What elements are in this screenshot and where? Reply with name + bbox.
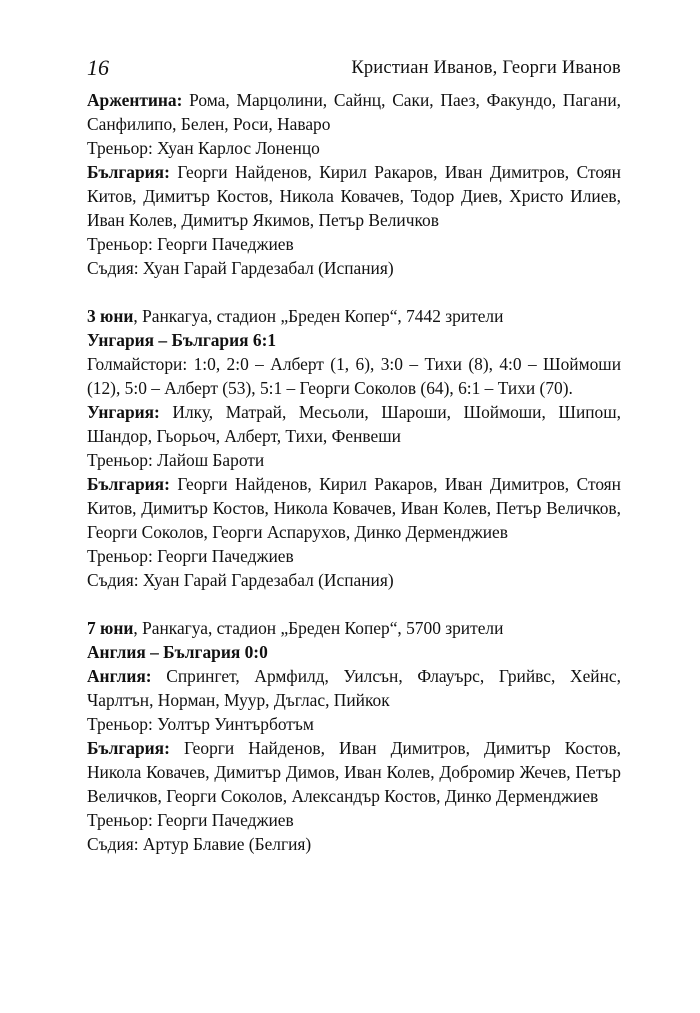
match-venue: , Ранкагуа, стадион „Бреден Копер“, 5700 зрители: [133, 618, 504, 638]
match-date: 3 юни: [87, 306, 134, 326]
coach-line: Треньор: Георги Пачеджиев: [87, 546, 294, 566]
team-label: Аржентина:: [87, 90, 183, 110]
book-page: [87, 48, 621, 856]
section-gap: [87, 592, 621, 616]
match-result: Унгария – България 6:1: [87, 330, 277, 350]
match-1-lineups: [87, 88, 621, 280]
section-gap: [87, 280, 621, 304]
team-lineup-bulgaria: [87, 160, 621, 232]
running-head-authors: Кристиан Иванов, Георги Иванов: [351, 58, 621, 78]
team-players: Георги Найденов, Иван Димитров, Димитър Костов, Никола Ковачев, Димитър Димов, Иван Колев, Добромир Жечев, Петър Величков, Георги Соколов, Александър Костов, Динко Дерменджиев: [87, 738, 621, 806]
referee-line: Съдия: Хуан Гарай Гардезабал (Испания): [87, 570, 394, 590]
coach-line: Треньор: Лайош Бароти: [87, 450, 265, 470]
team-label: България:: [87, 162, 170, 182]
team-players: Спрингет, Армфилд, Уилсън, Флауърс, Грийвс, Хейнс, Чарлтън, Норман, Муур, Дъглас, Пийкок: [87, 666, 621, 710]
match-info: [87, 616, 621, 640]
match-2: [87, 304, 621, 592]
referee-line: Съдия: Хуан Гарай Гардезабал (Испания): [87, 258, 394, 278]
coach-line: Треньор: Уолтър Уинтърботъм: [87, 714, 314, 734]
team-label: България:: [87, 474, 170, 494]
coach-line: Треньор: Георги Пачеджиев: [87, 234, 294, 254]
match-date: 7 юни: [87, 618, 134, 638]
match-venue: , Ранкагуа, стадион „Бреден Копер“, 7442 зрители: [133, 306, 504, 326]
goal-scorers: Голмайстори: 1:0, 2:0 – Алберт (1, 6), 3:0 – Тихи (8), 4:0 – Шоймоши (12), 5:0 – Алберт (53), 5:1 – Георги Соколов (64), 6:1 – Тихи (70).: [87, 354, 621, 398]
coach-line: Треньор: Хуан Карлос Лоненцо: [87, 138, 320, 158]
match-3: [87, 616, 621, 856]
team-lineup-bulgaria: [87, 736, 621, 808]
team-lineup-bulgaria: [87, 472, 621, 544]
team-label: Англия:: [87, 666, 152, 686]
team-players: Георги Найденов, Кирил Ракаров, Иван Димитров, Стоян Китов, Димитър Костов, Никола Ковачев, Иван Колев, Петър Величков, Георги Соколов, Георги Аспарухов, Динко Дерменджиев: [87, 474, 621, 542]
match-info: [87, 304, 621, 328]
page-header: [87, 48, 621, 88]
referee-line: Съдия: Артур Блавие (Белгия): [87, 834, 312, 854]
team-lineup-england: [87, 664, 621, 712]
team-label: Унгария:: [87, 402, 160, 422]
match-result: Англия – България 0:0: [87, 642, 268, 662]
team-lineup-hungary: [87, 400, 621, 448]
page-number: 16: [87, 55, 109, 80]
coach-line: Треньор: Георги Пачеджиев: [87, 810, 294, 830]
team-lineup-argentina: [87, 88, 621, 136]
team-label: България:: [87, 738, 170, 758]
team-players: Рома, Марцолини, Сайнц, Саки, Паез, Факундо, Пагани, Санфилипо, Белен, Роси, Наваро: [87, 90, 621, 134]
team-players: Георги Найденов, Кирил Ракаров, Иван Димитров, Стоян Китов, Димитър Костов, Никола Ковачев, Тодор Диев, Христо Илиев, Иван Колев, Димитър Якимов, Петър Величков: [87, 162, 621, 230]
team-players: Илку, Матрай, Месьоли, Шароши, Шоймоши, Шипош, Шандор, Гьорьоч, Алберт, Тихи, Фенвеши: [87, 402, 621, 446]
